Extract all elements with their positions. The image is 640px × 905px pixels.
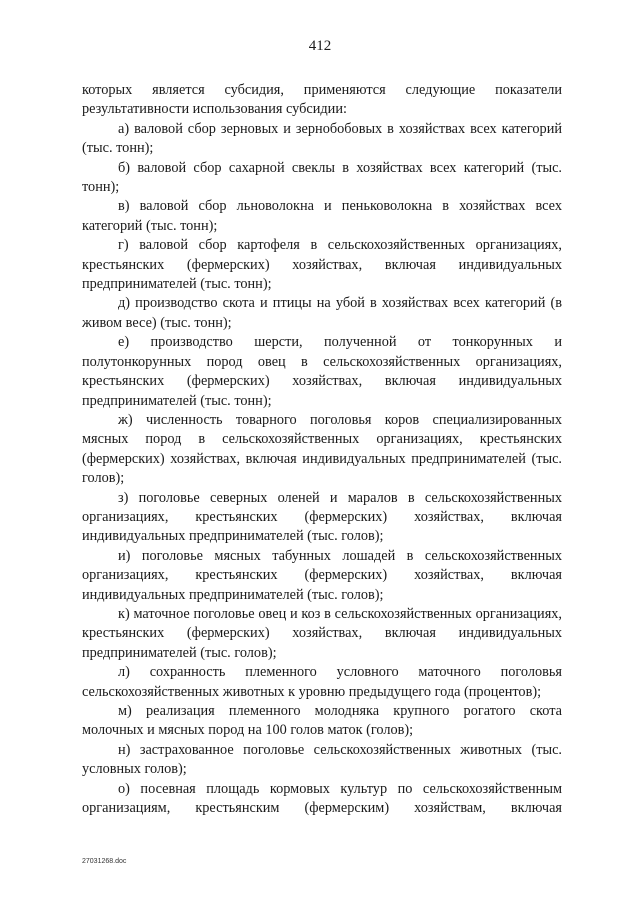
document-body: [82, 81, 562, 818]
list-item-n: н) застрахованное поголовье сельскохозяйственных животных (тыс. условных голов);: [82, 741, 562, 778]
list-item-i: и) поголовье мясных табунных лошадей в сельскохозяйственных организациях, крестьянских (фермерских) хозяйствах, включая индивидуальных предпринимателей (тыс. голов);: [82, 547, 562, 603]
list-item-k: к) маточное поголовье овец и коз в сельскохозяйственных организациях, крестьянских (фермерских) хозяйствах, включая индивидуальных предпринимателей (тыс. голов);: [82, 605, 562, 661]
list-item-v: в) валовой сбор льноволокна и пеньковолокна в хозяйствах всех категорий (тыс. тонн);: [82, 198, 562, 234]
list-item-b: б) валовой сбор сахарной свеклы в хозяйствах всех категорий (тыс. тонн);: [82, 159, 562, 196]
list-item-z: з) поголовье северных оленей и маралов в сельскохозяйственных организациях, крестьянских (фермерских) хозяйствах, включая индивидуальных предпринимателей (тыс. голов);: [82, 489, 562, 545]
page-number: 412: [308, 38, 332, 54]
document-file-code: 27031268.doc: [82, 858, 127, 865]
list-item-e: е) производство шерсти, полученной от тонкорунных и полутонкорунных пород овец в сельскохозяйственных организациях, крестьянских (фермерских) хозяйствах, включая индивидуальных предпринимателей (тыс. тонн);: [82, 334, 562, 409]
list-item-g: г) валовой сбор картофеля в сельскохозяйственных организациях, крестьянских (фермерских) хозяйствах, включая индивидуальных предпринимателей (тыс. тонн);: [82, 237, 562, 293]
list-item-o: о) посевная площадь кормовых культур по сельскохозяйственным организациям, крестьянским (фермерским) хозяйствам, включая: [82, 780, 562, 817]
intro-paragraph: которых является субсидия, применяются следующие показатели результативности использования субсидии:: [82, 82, 562, 118]
list-item-d: д) производство скота и птицы на убой в хозяйствах всех категорий (в живом весе) (тыс. тонн);: [82, 295, 562, 331]
list-item-m: м) реализация племенного молодняка крупного рогатого скота молочных и мясных пород на 100 голов маток (голов);: [82, 703, 562, 739]
list-item-l: л) сохранность племенного условного маточного поголовья сельскохозяйственных животных к уровню предыдущего года (процентов);: [82, 664, 562, 700]
list-item-a: а) валовой сбор зерновых и зернобобовых в хозяйствах всех категорий (тыс. тонн);: [82, 120, 562, 157]
list-item-zh: ж) численность товарного поголовья коров специализированных мясных пород в сельскохозяйственных организациях, крестьянских (фермерских) хозяйствах, включая индивидуальных предпринимателей (тыс. голов);: [82, 411, 562, 487]
